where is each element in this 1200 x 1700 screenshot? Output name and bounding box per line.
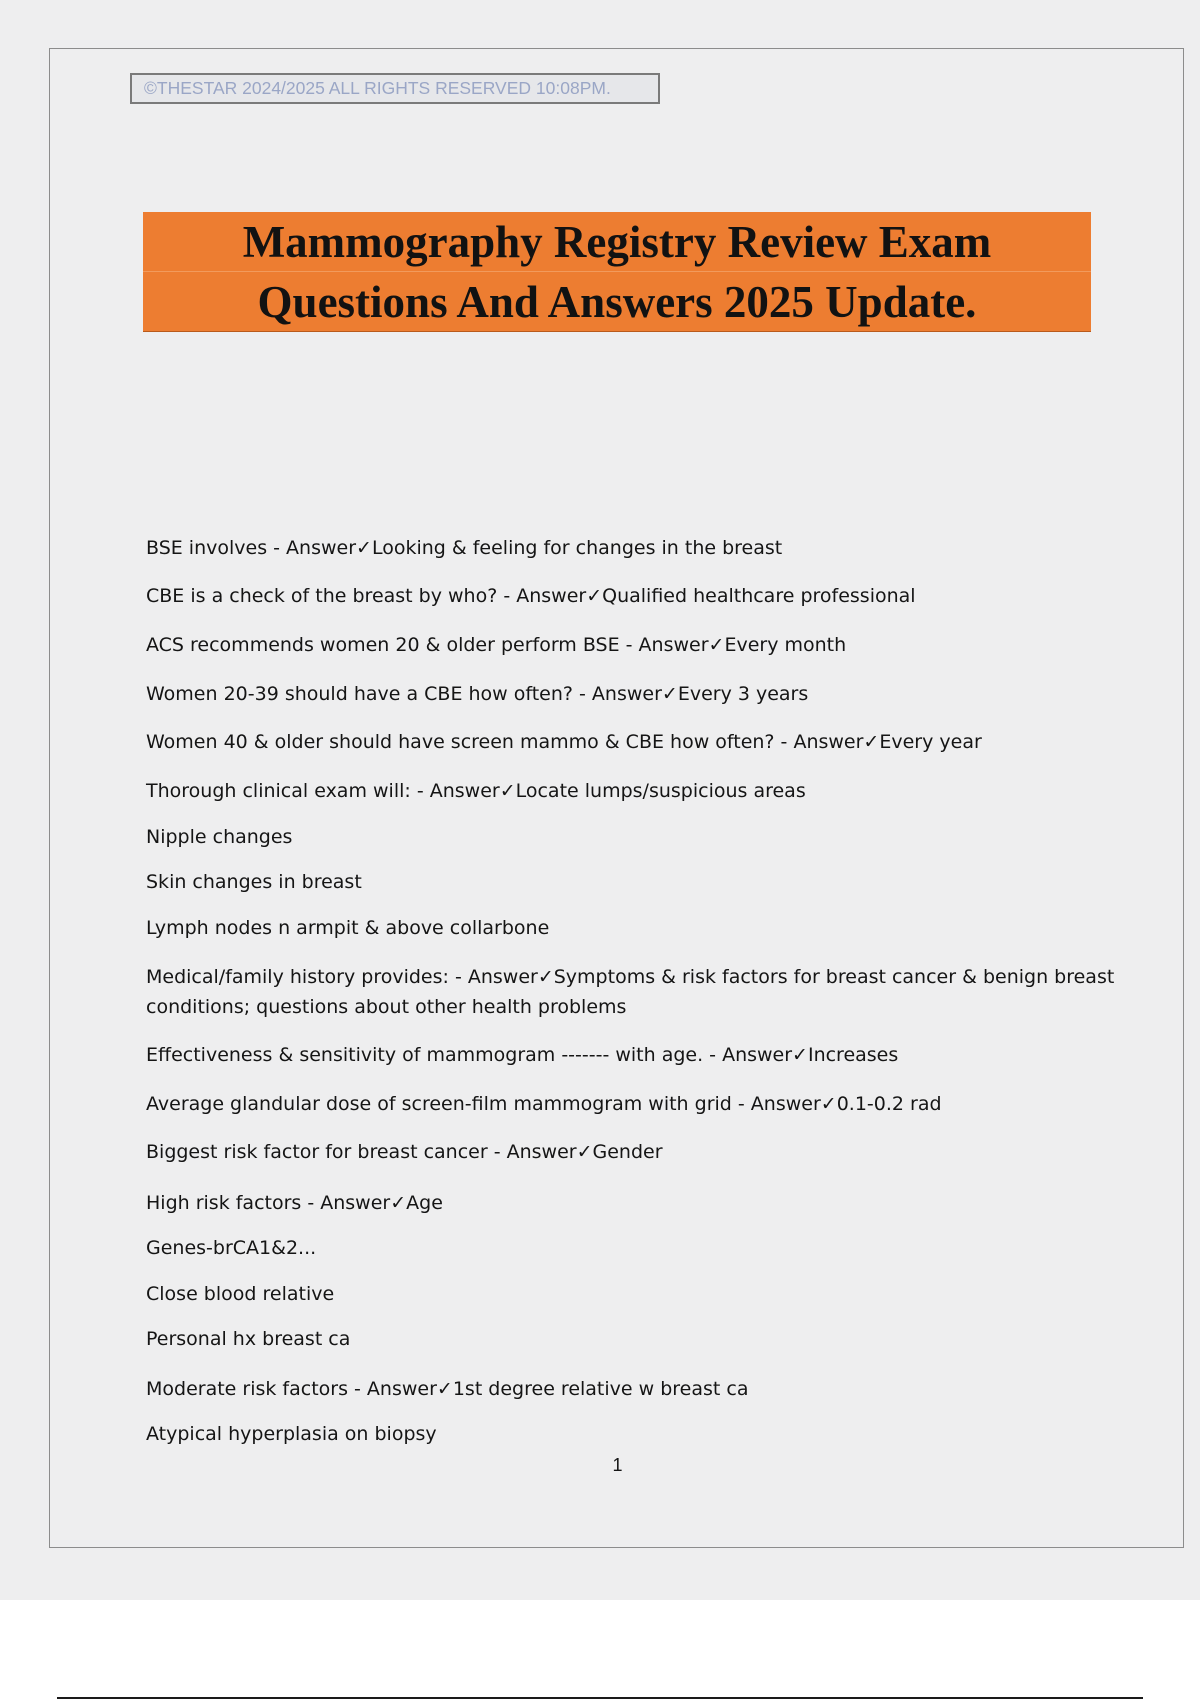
qa-line-medical-history: Medical/family history provides: - Answer✓Symptoms & risk factors for breast cancer & benign breast conditions; questions about other health problems [146, 966, 1115, 1018]
qa-line-blood-relative: Close blood relative [146, 1283, 335, 1305]
qa-line-personal-history: Personal hx breast ca [146, 1328, 351, 1350]
qa-line-acs-bse: ACS recommends women 20 & older perform BSE - Answer✓Every month [146, 634, 847, 656]
qa-line-screen-mammo-frequency: Women 40 & older should have screen mammo & CBE how often? - Answer✓Every year [146, 731, 982, 753]
copyright-notice: ©THESTAR 2024/2025 ALL RIGHTS RESERVED 10:08PM. [130, 73, 660, 104]
document-page [49, 48, 1184, 1548]
qa-line-lymph-nodes: Lymph nodes n armpit & above collarbone [146, 917, 550, 939]
page-number: 1 [612, 1455, 623, 1475]
qa-line-skin-changes: Skin changes in breast [146, 871, 362, 893]
title-line-2: Questions And Answers 2025 Update. [143, 272, 1091, 332]
qa-line-clinical-exam: Thorough clinical exam will: - Answer✓Locate lumps/suspicious areas [146, 780, 806, 802]
footer-divider [57, 1697, 1143, 1699]
document-title [143, 212, 1091, 332]
qa-line-glandular-dose: Average glandular dose of screen-film mammogram with grid - Answer✓0.1-0.2 rad [146, 1093, 942, 1115]
qa-line-atypical-hyperplasia: Atypical hyperplasia on biopsy [146, 1423, 437, 1445]
qa-line-bse-involves: BSE involves - Answer✓Looking & feeling for changes in the breast [146, 537, 783, 559]
qa-line-cbe-who: CBE is a check of the breast by who? - Answer✓Qualified healthcare professional [146, 585, 916, 607]
title-line-1: Mammography Registry Review Exam [143, 212, 1091, 272]
qa-line-moderate-risk: Moderate risk factors - Answer✓1st degree relative w breast ca [146, 1378, 749, 1400]
qa-line-high-risk: High risk factors - Answer✓Age [146, 1192, 443, 1214]
qa-line-biggest-risk: Biggest risk factor for breast cancer - Answer✓Gender [146, 1141, 663, 1163]
qa-line-genes: Genes-brCA1&2... [146, 1237, 317, 1259]
qa-line-nipple-changes: Nipple changes [146, 826, 293, 848]
qa-line-cbe-frequency: Women 20-39 should have a CBE how often? - Answer✓Every 3 years [146, 683, 809, 705]
qa-line-mammogram-sensitivity: Effectiveness & sensitivity of mammogram ------- with age. - Answer✓Increases [146, 1044, 899, 1066]
